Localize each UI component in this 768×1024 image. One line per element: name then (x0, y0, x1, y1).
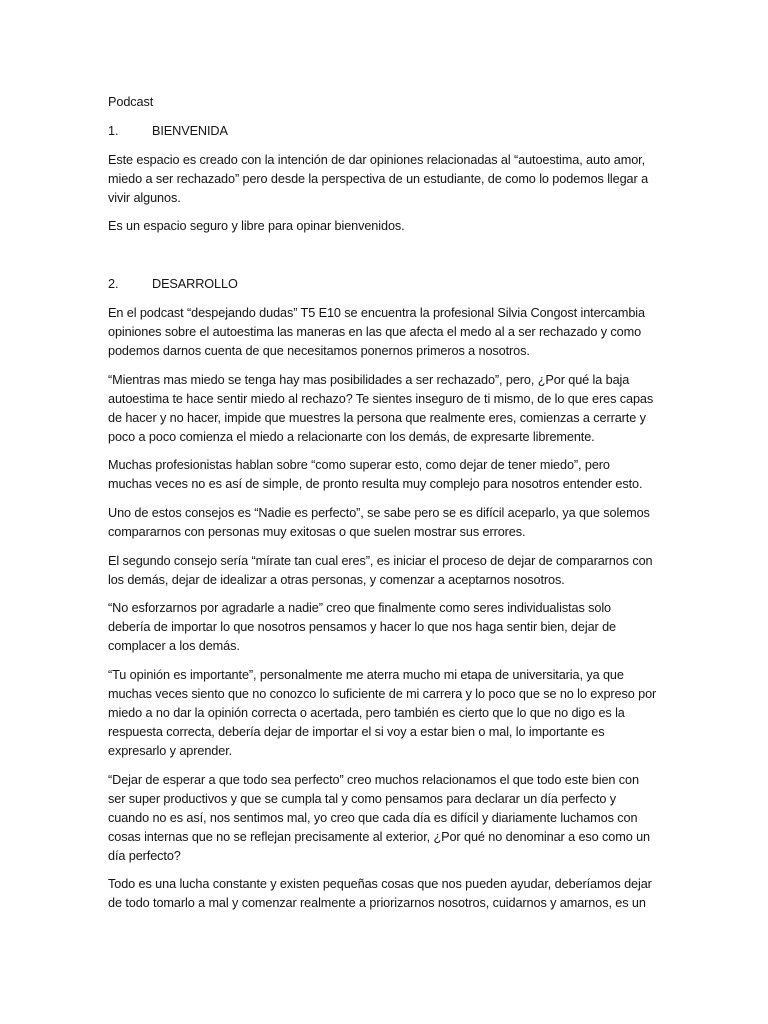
text-line: autoestima te hace sentir miedo al rechazo? Te sientes inseguro de ti mismo, de lo que eres capas (108, 392, 654, 406)
text-line: “Dejar de esperar a que todo sea perfecto” creo muchos relacionamos el que todo este bien con (108, 773, 639, 787)
text-line: “No esforzarnos por agradarle a nadie” creo que finalmente como seres individualistas solo (108, 601, 611, 615)
text-line: En el podcast “despejando dudas” T5 E10 se encuentra la profesional Silvia Congost intercambia (108, 306, 645, 320)
text-line: Este espacio es creado con la intención de dar opiniones relacionadas al “autoestima, auto amor, (108, 153, 646, 167)
text-line: vivir algunos. (108, 191, 181, 205)
text-line: ser super productivos y que se cumpla tal y como pensamos para declarar un día perfecto y (108, 792, 617, 806)
text-line: podemos darnos cuenta de que necesitamos ponernos primeros a nosotros. (108, 344, 530, 358)
text-line: poco a poco comienza el miedo a relacionarte con los demás, de expresarte libremente. (108, 430, 595, 444)
text-line: Todo es una lucha constante y existen pequeñas cosas que nos pueden ayudar, deberíamos dejar (108, 877, 652, 891)
text-line: muchas veces siento que no conozco lo suficiente de mi carrera y lo poco que se no lo expreso por (108, 687, 657, 701)
text-line: día perfecto? (108, 849, 181, 863)
text-line: muchas veces no es así de simple, de pronto resulta muy complejo para nosotros entender esto. (108, 477, 643, 491)
text-line: Uno de estos consejos es “Nadie es perfecto”, se sabe pero se es difícil aceparlo, ya que solemos (108, 506, 650, 520)
text-line: compararnos con personas muy exitosas o que suelen mostrar sus errores. (108, 525, 526, 539)
text-line: expresarlo y aprender. (108, 744, 233, 758)
text-line: opiniones sobre el autoestima las maneras en las que afecta el medo al a ser rechazado y como (108, 325, 642, 339)
text-line: “Tu opinión es importante”, personalmente me aterra mucho mi etapa de universitaria, ya que (108, 668, 624, 682)
text-line: El segundo consejo sería “mírate tan cual eres”, es iniciar el proceso de dejar de compararnos con (108, 554, 653, 568)
text-line: cosas internas que no se reflejan precisamente al exterior, ¿Por qué no denominar a eso como un (108, 830, 651, 844)
text-line: Es un espacio seguro y libre para opinar bienvenidos. (108, 219, 405, 233)
text-line: de todo tomarlo a mal y comenzar realmente a priorizarnos nosotros, cuidarnos y amarnos, es un (108, 896, 646, 910)
text-line: debería de importar lo que nosotros pensamos y hacer lo que nos haga sentir bien, dejar de (108, 620, 616, 634)
text-line: Muchas profesionistas hablan sobre “como superar esto, como dejar de tener miedo”, pero (108, 458, 610, 472)
text-line: de hacer y no hacer, impide que muestres la persona que realmente eres, comienzas a cerrarte y (108, 411, 646, 425)
text-line: los demás, dejar de idealizar a otras personas, y comenzar a aceptarnos nosotros. (108, 573, 565, 587)
text-line: respuesta correcta, debería dejar de importar el si voy a estar bien o mal, lo importante es (108, 725, 605, 739)
section-number: 2. (108, 277, 119, 291)
section-heading: DESARROLLO (152, 277, 238, 291)
text-line: “Mientras mas miedo se tenga hay mas posibilidades a ser rechazado”, pero, ¿Por qué la baja (108, 373, 630, 387)
document-title: Podcast (108, 95, 154, 109)
section-heading: BIENVENIDA (152, 124, 228, 138)
text-line: complacer a los demás. (108, 639, 240, 653)
text-line: miedo a no dar la opinión correcta o acertada, pero también es cierto que lo que no digo es la (108, 706, 625, 720)
text-line: cuando no es así, nos sentimos mal, yo creo que cada día es difícil y diariamente luchamos con (108, 811, 638, 825)
section-number: 1. (108, 124, 119, 138)
text-line: miedo a ser rechazado” pero desde la perspectiva de un estudiante, de como lo podemos llegar a (108, 172, 649, 186)
